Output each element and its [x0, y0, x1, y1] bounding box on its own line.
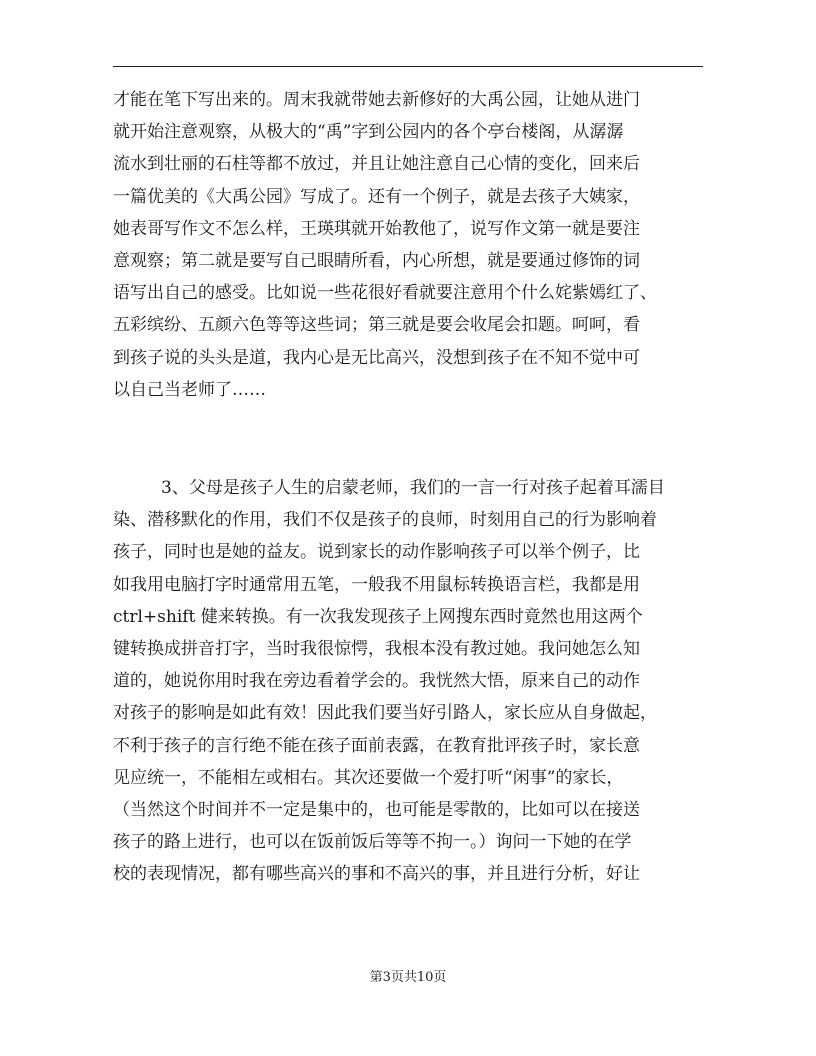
text-line: 她表哥写作文不怎么样，王瑛琪就开始教他了，说写作文第一就是要注	[113, 218, 640, 239]
text-line: 五彩缤纷、五颜六色等等这些词；第三就是要会收尾会扣题。呵呵，看	[113, 315, 640, 336]
text-line: 意观察；第二就是要写自己眼睛所看，内心所想，就是要通过修饰的词	[113, 251, 640, 271]
text-line: 键转换成拼音打字，当时我很惊愕，我根本没有教过她。我问她怎么知	[113, 639, 640, 659]
text-line: 不利于孩子的言行绝不能在孩子面前表露，在教育批评孩子时，家长意	[113, 735, 640, 756]
text-line: 道的，她说你用时我在旁边看着学会的。我恍然大悟，原来自己的动作	[113, 671, 640, 692]
header-rule	[113, 66, 703, 67]
text-line: 孩子的路上进行，也可以在饭前饭后等等不拘一。）询问一下她的在学	[113, 832, 632, 853]
text-line: 校的表现情况，都有哪些高兴的事和不高兴的事，并且进行分析，好让	[113, 864, 640, 885]
text-line: 孩子，同时也是她的益友。说到家长的动作影响孩子可以举个例子，比	[113, 542, 640, 563]
text-line: ctrl+shift 健来转换。有一次我发现孩子上网搜东西时竟然也用这两个	[113, 606, 643, 627]
text-line: 见应统一，不能相左或相右。其次还要做一个爱打听“闲事”的家长，	[113, 767, 624, 788]
text-line: 对孩子的影响是如此有效！因此我们要当好引路人，家长应从自身做起，	[113, 703, 657, 724]
text-line: 就开始注意观察，从极大的“禹”字到公园内的各个亭台楼阁，从潺潺	[113, 122, 624, 143]
text-line: 染、潜移默化的作用，我们不仅是孩子的良师，时刻用自己的行为影响着	[113, 510, 657, 531]
text-line: 语写出自己的感受。比如说一些花很好看就要注意用个什么姹紫嫣红了、	[113, 283, 657, 304]
text-line: 如我用电脑打字时通常用五笔，一般我不用鼠标转换语言栏，我都是用	[113, 574, 640, 595]
text-line: 到孩子说的头头是道，我内心是无比高兴，没想到孩子在不知不觉中可	[113, 347, 640, 368]
text-line: 3、父母是孩子人生的启蒙老师，我们的一言一行对孩子起着耳濡目	[161, 478, 665, 498]
text-line: 一篇优美的《大禹公园》写成了。还有一个例子，就是去孩子大姨家，	[113, 186, 640, 207]
text-line: （当然这个时间并不一定是集中的，也可能是零散的，比如可以在接送	[113, 800, 640, 820]
text-line: 以自己当老师了……	[113, 379, 266, 400]
text-line: 流水到壮丽的石柱等都不放过，并且让她注意自己心情的变化，回来后	[113, 154, 640, 175]
text-line: 才能在笔下写出来的。周末我就带她去新修好的大禹公园，让她从进门	[113, 90, 640, 110]
page-footer: 第3页共10页	[369, 970, 447, 985]
